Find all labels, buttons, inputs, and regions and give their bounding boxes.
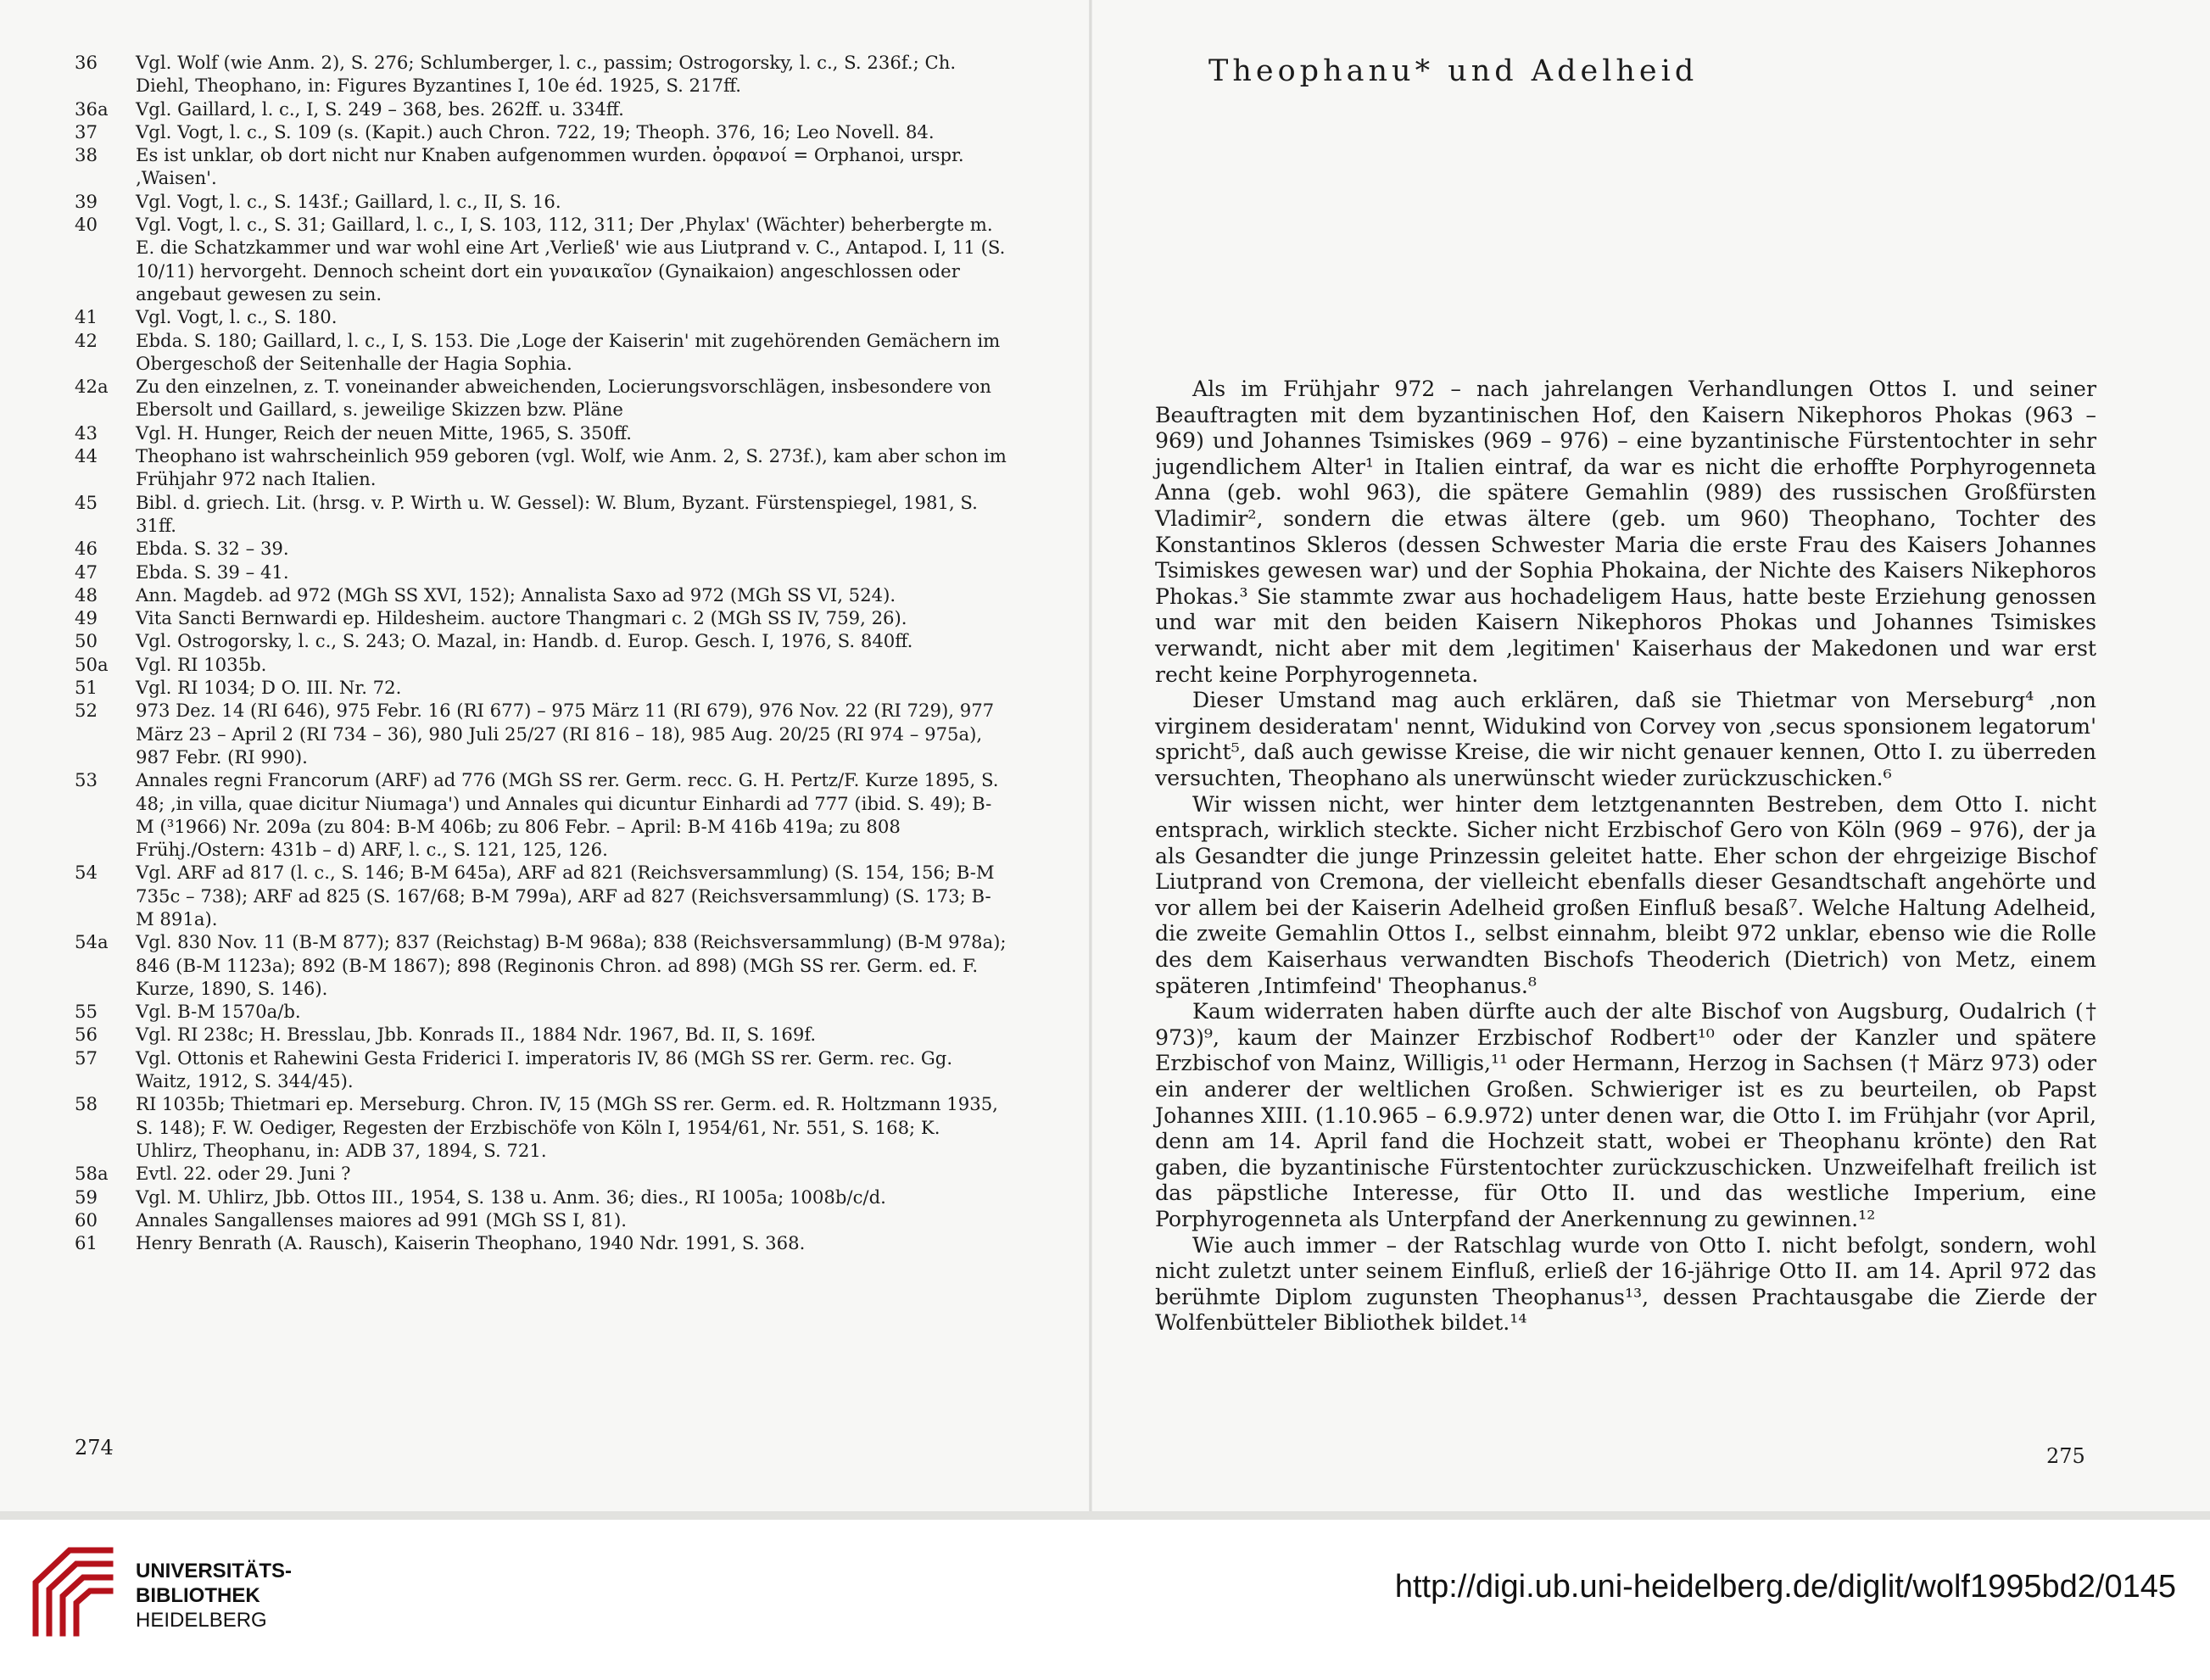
footnote-text: Vgl. Vogt, l. c., S. 143f.; Gaillard, l. c., II, S. 16. — [136, 190, 561, 212]
footnote-text: 973 Dez. 14 (RI 646), 975 Febr. 16 (RI 677) – 975 März 11 (RI 679), 976 Nov. 22 (RI 729), 977 März 23 – April 2 (RI 734 – 36), 980 Juli 25/27 (RI 816 – 18), 985 Aug. 20/25 (RI 974 – 975a), 987 Febr. (RI 990). — [136, 700, 995, 767]
footnote-number: 58 — [75, 1093, 98, 1115]
footnote-number: 54a — [75, 931, 109, 953]
footnote-text: Vgl. 830 Nov. 11 (B-M 877); 837 (Reichstag) B-M 968a); 838 (Reichsversammlung) (B-M 978a); 846 (B-M 1123a); 892 (B-M 1867); 898 (Reginonis Chron. ad 898) (MGh SS rer. Germ. ed. F. Kurze, 1890, S. 146). — [136, 931, 1007, 999]
footnote-number: 41 — [75, 306, 98, 328]
footnote — [75, 1000, 1007, 1023]
footnote-number: 51 — [75, 677, 98, 699]
paragraph: Kaum widerraten haben dürfte auch der alte Bischof von Augsburg, Oudalrich († 973)⁹, kaum der Mainzer Erzbischof Rodbert¹⁰ oder der Kanzler und spätere Erzbischof von Mainz, Willigis,¹¹ oder Hermann, Herzog in Sachsen († März 973) oder ein anderer der weltlichen Großen. Schwieriger ist es zu beurteilen, ob Papst Johannes XIII. (1.10.965 – 6.9.972) unter denen war, die Otto I. im Frühjahr (vor April, denn am 14. April fand die Hochzeit statt, wobei er Theophanu krönte) den Rat gaben, die byzantinische Fürstentochter zurückzuschicken. Unzweifelhaft freilich ist das päpstliche Interesse, für Otto II. und das westliche Imperium, eine Porphyrogenneta als Unterpfand der Anerkennung zu gewinnen.¹² — [1155, 999, 2096, 1231]
footnote-number: 37 — [75, 120, 98, 142]
footnote — [75, 930, 1007, 1000]
footnote-number: 57 — [75, 1047, 98, 1069]
footnote-text: Vgl. Ottonis et Rahewini Gesta Friderici I. imperatoris IV, 86 (MGh SS rer. Germ. rec. Gg. Waitz, 1912, S. 344/45). — [136, 1047, 953, 1092]
footnote-number: 50a — [75, 653, 109, 675]
footnote-text: Vgl. H. Hunger, Reich der neuen Mitte, 1965, S. 350ff. — [136, 421, 633, 444]
footnote — [75, 606, 1007, 629]
footnote-number: 53 — [75, 769, 98, 791]
footnote-number: 38 — [75, 144, 98, 166]
footnote-text: Bibl. d. griech. Lit. (hrsg. v. P. Wirth u. W. Gessel): W. Blum, Byzant. Fürstenspiegel, 1981, S. 31ff. — [136, 491, 978, 536]
footnote — [75, 213, 1007, 305]
paragraph: Wir wissen nicht, wer hinter dem letztgenannten Bestreben, dem Otto I. nicht entsprach, wirklich steckte. Sicher nicht Erzbischof Gero von Köln (969 – 976), der ja als Gesandter die junge Prinzessin geleitet hatte. Eher schon der ehrgeizige Bischof Liutprand von Cremona, der vielleicht ebenfalls dieser Gesandtschaft angehörte und vor allem bei der Kaiserin Adelheid großen Einfluß besaß⁷. Welche Haltung Adelheid, die zweite Gemahlin Ottos I., selbst einnahm, bleibt 972 unklar, ebenso wie die Rolle des dem Kaiserhaus verwandten Bischofs Theoderich (Dietrich) von Metz, einem späteren ‚Intimfeind' Theophanus.⁸ — [1155, 791, 2096, 998]
footnote-number: 58a — [75, 1163, 109, 1185]
footnote-number: 43 — [75, 421, 98, 444]
footnote-number: 47 — [75, 561, 98, 583]
footnote-text: Ebda. S. 39 – 41. — [136, 561, 289, 583]
footnote-text: Evtl. 22. oder 29. Juni ? — [136, 1163, 351, 1185]
footnote-number: 45 — [75, 491, 98, 513]
page-number-left: 274 — [75, 1436, 114, 1460]
library-logo-icon — [24, 1545, 126, 1645]
footnote-text: Es ist unklar, ob dort nicht nur Knaben aufgenommen wurden. ὀρφανοί = Orphanoi, urspr. ‚Waisen'. — [136, 144, 964, 189]
footnote-text: Ann. Magdeb. ad 972 (MGh SS XVI, 152); Annalista Saxo ad 972 (MGh SS VI, 524). — [136, 583, 896, 606]
footnote-list — [75, 51, 1007, 1254]
footnote — [75, 1208, 1007, 1231]
footnote-text: Vgl. RI 1035b. — [136, 653, 267, 675]
chapter-title: Theophanu* und Adelheid — [1208, 54, 1699, 88]
library-name-line: BIBLIOTHEK — [136, 1584, 260, 1607]
page-number-right: 275 — [2046, 1444, 2085, 1468]
footnote — [75, 561, 1007, 583]
footnote — [75, 1162, 1007, 1185]
footnote — [75, 653, 1007, 676]
footnote — [75, 768, 1007, 861]
footnote-text: Vgl. RI 1034; D O. III. Nr. 72. — [136, 677, 402, 699]
footnote-text: Vgl. B-M 1570a/b. — [136, 1001, 301, 1023]
footnote-number: 50 — [75, 630, 98, 652]
footnote-text: Vgl. Ostrogorsky, l. c., S. 243; O. Mazal, in: Handb. d. Europ. Gesch. I, 1976, S. 840ff. — [136, 630, 913, 652]
footnote — [75, 1047, 1007, 1093]
footnote-text: Vgl. M. Uhlirz, Jbb. Ottos III., 1954, S. 138 u. Anm. 36; dies., RI 1005a; 1008b/c/d. — [136, 1186, 886, 1208]
footnote — [75, 444, 1007, 491]
page-edge — [0, 1511, 2210, 1520]
footnote-number: 40 — [75, 214, 98, 236]
footnote — [75, 1023, 1007, 1046]
footnote — [75, 491, 1007, 538]
footnote-text: Zu den einzelnen, z. T. voneinander abweichenden, Locierungsvorschlägen, insbesondere von Ebersolt und Gaillard, s. jeweilige Skizzen bzw. Pläne — [136, 376, 991, 421]
footnote-number: 46 — [75, 538, 98, 560]
footnote — [75, 305, 1007, 328]
paragraph: Als im Frühjahr 972 – nach jahrelangen Verhandlungen Ottos I. und seiner Beauftragten mit dem byzantinischen Hof, den Kaisern Nikephoros Phokas (963 – 969) und Johannes Tsimiskes (969 – 976) – eine byzantinische Fürstentochter in sehr jugendlichem Alter¹ in Italien eintraf, da war es nicht die erhoffte Porphyrogenneta Anna (geb. wohl 963), die spätere Gemahlin (989) des russischen Großfürsten Vladimir², sondern die etwas ältere (geb. um 960) Theophano, Tochter des Konstantinos Skleros (dessen Schwester Maria die erste Frau des Kaisers Johannes Tsimiskes gewesen war) und der Sophia Phokaina, der Nichte des Kaisers Nikephoros Phokas.³ Sie stammte zwar aus hochadeligem Haus, hatte beste Erziehung genossen und war mit den beiden Kaisern Nikephoros Phokas und Johannes Tsimiskes verwandt, nicht aber mit dem ‚legitimen' Kaiserhaus der Makedonen und war erst recht keine Porphyrogenneta. — [1155, 377, 2096, 687]
footnote-number: 39 — [75, 190, 98, 212]
footnote-text: Annales Sangallenses maiores ad 991 (MGh SS I, 81). — [136, 1208, 627, 1231]
footnote-number: 44 — [75, 445, 98, 467]
footnote-text: Annales regni Francorum (ARF) ad 776 (MGh SS rer. Germ. recc. G. H. Pertz/F. Kurze 1895, S. 48; ‚in villa, quae dicitur Niumaga') und Annales qui dicuntur Einhardi ad 777 (ibid. S. 49); B-M (³1966) Nr. 209a (zu 804: B-M 406b; zu 806 Febr. – April: B-M 416b 419a; zu 808 Frühj./Ostern: 431b – d) ARF, l. c., S. 121, 125, 126. — [136, 769, 999, 861]
footnote — [75, 375, 1007, 421]
footnote — [75, 1092, 1007, 1162]
footnote-text: Vgl. Vogt, l. c., S. 180. — [136, 306, 338, 328]
footnote-number: 36 — [75, 52, 98, 73]
footnote-number: 56 — [75, 1024, 98, 1046]
footnote-number: 59 — [75, 1186, 98, 1208]
footnote — [75, 1231, 1007, 1254]
digitization-url[interactable]: http://digi.ub.uni-heidelberg.de/diglit/wolf1995bd2/0145 — [1394, 1569, 2176, 1605]
footnote-text: RI 1035b; Thietmari ep. Merseburg. Chron. IV, 15 (MGh SS rer. Germ. ed. R. Holtzmann 1935, S. 148); F. W. Oediger, Regesten der Erzbischöfe von Köln I, 1954/61, Nr. 551, S. 168; K. Uhlirz, Theophanu, in: ADB 37, 1894, S. 721. — [136, 1093, 998, 1161]
paragraph: Dieser Umstand mag auch erklären, daß sie Thietmar von Merseburg⁴ ‚non virginem desideratam' nennt, Widukind von Corvey von ‚secus sponsionem legatorum' spricht⁵, daß auch gewisse Kreise, die wir nicht genauer kennen, Otto I. zu überreden versuchten, Theophano als unerwünscht wieder zurückzuschicken.⁶ — [1155, 688, 2096, 790]
footnote-number: 42 — [75, 329, 98, 351]
footnote-text: Vgl. RI 238c; H. Bresslau, Jbb. Konrads II., 1884 Ndr. 1967, Bd. II, S. 169f. — [136, 1024, 817, 1046]
footnote-text: Vgl. Gaillard, l. c., I, S. 249 – 368, bes. 262ff. u. 334ff. — [136, 98, 624, 120]
footnote — [75, 1186, 1007, 1208]
footnote-number: 42a — [75, 376, 109, 398]
footnote-number: 60 — [75, 1208, 98, 1231]
library-name — [136, 1559, 292, 1633]
footnote-number: 61 — [75, 1232, 98, 1254]
footnote — [75, 583, 1007, 606]
footnote-text: Vgl. Vogt, l. c., S. 109 (s. (Kapit.) auch Chron. 722, 19; Theoph. 376, 16; Leo Novell. 84. — [136, 120, 935, 142]
library-name-line: HEIDELBERG — [136, 1609, 267, 1632]
footnote-number: 54 — [75, 862, 98, 884]
footnote-number: 36a — [75, 98, 109, 120]
footnote-number: 52 — [75, 700, 98, 722]
left-page — [0, 0, 1090, 1520]
footnote-text: Henry Benrath (A. Rausch), Kaiserin Theophano, 1940 Ndr. 1991, S. 368. — [136, 1232, 806, 1254]
footnote-number: 55 — [75, 1001, 98, 1023]
footnote — [75, 676, 1007, 699]
footnote — [75, 120, 1007, 143]
footnote — [75, 190, 1007, 213]
footnote — [75, 143, 1007, 190]
footnote — [75, 537, 1007, 560]
footnote-text: Theophano ist wahrscheinlich 959 geboren (vgl. Wolf, wie Anm. 2, S. 273f.), kam aber schon im Frühjahr 972 nach Italien. — [136, 445, 1007, 490]
footnote — [75, 699, 1007, 768]
footnote-text: Ebda. S. 180; Gaillard, l. c., I, S. 153. Die ‚Loge der Kaiserin' mit zugehörenden Gemächern im Obergeschoß der Seitenhalle der Hagia Sophia. — [136, 329, 1001, 374]
footnote — [75, 629, 1007, 652]
body-text — [1155, 377, 2096, 1337]
library-name-line: UNIVERSITÄTS- — [136, 1560, 293, 1582]
footnote-text: Vgl. ARF ad 817 (l. c., S. 146; B-M 645a), ARF ad 821 (Reichsversammlung) (S. 154, 156; B-M 735c – 738); ARF ad 825 (S. 167/68; B-M 799a), ARF ad 827 (Reichsversammlung) (S. 173; B-M 891a). — [136, 862, 995, 929]
footnote — [75, 329, 1007, 376]
footnote-text: Vgl. Vogt, l. c., S. 31; Gaillard, l. c., I, S. 103, 112, 311; Der ‚Phylax' (Wächter) beherbergte m. E. die Schatzkammer und war wohl eine Art ‚Verließ' wie aus Liutprand v. C., Antapod. I, 11 (S. 10/11) hervorgeht. Dennoch scheint dort ein γυναικαῖον (Gynaikaion) angeschlossen oder angebaut gewesen zu sein. — [136, 214, 1006, 304]
paragraph: Wie auch immer – der Ratschlag wurde von Otto I. nicht befolgt, sondern, wohl nicht zuletzt unter seinem Einfluß, erließ der 16-jährige Otto II. am 14. April 972 das berühmte Diplom zugunsten Theophanus¹³, dessen Prachtausgabe die Zierde der Wolfenbütteler Bibliothek bildet.¹⁴ — [1155, 1232, 2096, 1336]
footnote — [75, 421, 1007, 444]
footnote — [75, 861, 1007, 930]
footnote-number: 49 — [75, 607, 98, 629]
footnote-number: 48 — [75, 583, 98, 606]
footnote-text: Ebda. S. 32 – 39. — [136, 538, 289, 560]
footnote — [75, 51, 1007, 98]
footnote-text: Vita Sancti Bernwardi ep. Hildesheim. auctore Thangmari c. 2 (MGh SS IV, 759, 26). — [136, 607, 907, 629]
footnote-text: Vgl. Wolf (wie Anm. 2), S. 276; Schlumberger, l. c., passim; Ostrogorsky, l. c., S. 236f.; Ch. Diehl, Theophano, in: Figures Byzantines I, 10e éd. 1925, S. 217ff. — [136, 52, 957, 97]
footnote — [75, 98, 1007, 120]
